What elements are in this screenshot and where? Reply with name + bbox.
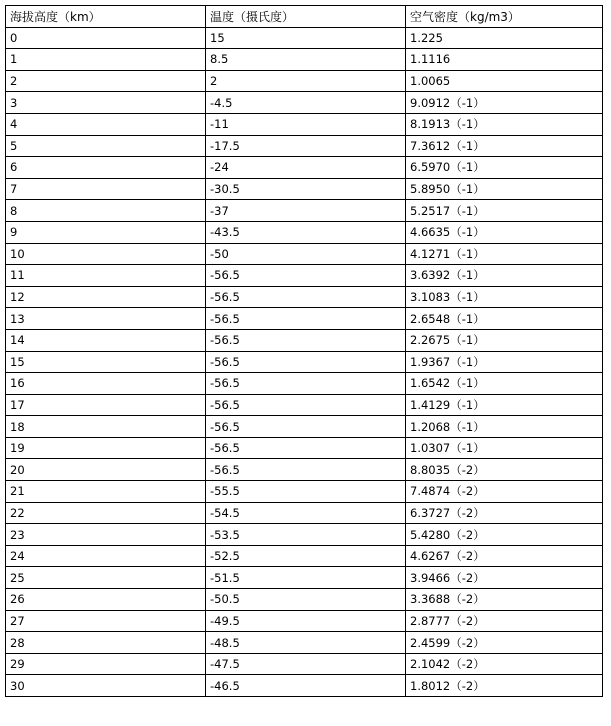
header-row — [6, 6, 603, 28]
table-row — [6, 610, 603, 632]
cell-temperature: -56.5 — [206, 437, 406, 459]
table-row — [6, 502, 603, 524]
header-altitude: 海拔高度（km） — [6, 6, 206, 28]
header-air-density: 空气密度（kg/m3） — [406, 6, 603, 28]
cell-air-density: 9.0912（-1） — [406, 92, 603, 114]
cell-altitude: 15 — [6, 351, 206, 373]
cell-altitude: 24 — [6, 545, 206, 567]
cell-air-density: 7.3612（-1） — [406, 135, 603, 157]
cell-altitude: 25 — [6, 567, 206, 589]
table-row — [6, 481, 603, 503]
cell-altitude: 10 — [6, 243, 206, 265]
cell-air-density: 2.8777（-2） — [406, 610, 603, 632]
table-row — [6, 329, 603, 351]
cell-temperature: -43.5 — [206, 221, 406, 243]
cell-temperature: -56.5 — [206, 459, 406, 481]
cell-air-density: 1.225 — [406, 27, 603, 49]
altitude-table-container — [5, 5, 603, 697]
table-row — [6, 416, 603, 438]
cell-altitude: 4 — [6, 113, 206, 135]
table-row — [6, 545, 603, 567]
table-row — [6, 27, 603, 49]
cell-air-density: 3.6392（-1） — [406, 265, 603, 287]
cell-temperature: 2 — [206, 70, 406, 92]
table-row — [6, 394, 603, 416]
table-header — [6, 6, 603, 28]
cell-altitude: 30 — [6, 675, 206, 697]
cell-temperature: -4.5 — [206, 92, 406, 114]
table-row — [6, 589, 603, 611]
cell-air-density: 3.9466（-2） — [406, 567, 603, 589]
cell-altitude: 17 — [6, 394, 206, 416]
cell-air-density: 6.3727（-2） — [406, 502, 603, 524]
cell-air-density: 1.1116 — [406, 49, 603, 71]
cell-air-density: 2.4599（-2） — [406, 632, 603, 654]
cell-temperature: -56.5 — [206, 373, 406, 395]
cell-air-density: 5.2517（-1） — [406, 200, 603, 222]
table-row — [6, 113, 603, 135]
cell-air-density: 8.8035（-2） — [406, 459, 603, 481]
cell-air-density: 1.2068（-1） — [406, 416, 603, 438]
cell-air-density: 2.6548（-1） — [406, 308, 603, 330]
cell-altitude: 5 — [6, 135, 206, 157]
cell-air-density: 2.1042（-2） — [406, 653, 603, 675]
cell-altitude: 0 — [6, 27, 206, 49]
cell-temperature: -50.5 — [206, 589, 406, 611]
table-row — [6, 373, 603, 395]
cell-air-density: 1.0307（-1） — [406, 437, 603, 459]
cell-altitude: 1 — [6, 49, 206, 71]
cell-temperature: -50 — [206, 243, 406, 265]
table-row — [6, 243, 603, 265]
cell-air-density: 4.6635（-1） — [406, 221, 603, 243]
cell-air-density: 2.2675（-1） — [406, 329, 603, 351]
table-row — [6, 632, 603, 654]
table-row — [6, 70, 603, 92]
cell-altitude: 14 — [6, 329, 206, 351]
table-row — [6, 437, 603, 459]
cell-altitude: 7 — [6, 178, 206, 200]
cell-air-density: 1.0065 — [406, 70, 603, 92]
cell-temperature: 8.5 — [206, 49, 406, 71]
cell-temperature: -17.5 — [206, 135, 406, 157]
cell-altitude: 19 — [6, 437, 206, 459]
table-row — [6, 567, 603, 589]
cell-temperature: -47.5 — [206, 653, 406, 675]
cell-temperature: -56.5 — [206, 394, 406, 416]
cell-temperature: -54.5 — [206, 502, 406, 524]
cell-altitude: 12 — [6, 286, 206, 308]
cell-temperature: -51.5 — [206, 567, 406, 589]
cell-temperature: -56.5 — [206, 308, 406, 330]
table-row — [6, 286, 603, 308]
cell-air-density: 3.1083（-1） — [406, 286, 603, 308]
cell-temperature: -49.5 — [206, 610, 406, 632]
table-row — [6, 675, 603, 697]
cell-temperature: -55.5 — [206, 481, 406, 503]
table-body — [6, 27, 603, 696]
cell-altitude: 20 — [6, 459, 206, 481]
cell-altitude: 16 — [6, 373, 206, 395]
cell-altitude: 9 — [6, 221, 206, 243]
table-row — [6, 135, 603, 157]
cell-altitude: 23 — [6, 524, 206, 546]
table-row — [6, 49, 603, 71]
table-row — [6, 157, 603, 179]
cell-temperature: -56.5 — [206, 286, 406, 308]
cell-temperature: -24 — [206, 157, 406, 179]
cell-altitude: 29 — [6, 653, 206, 675]
cell-temperature: -53.5 — [206, 524, 406, 546]
table-row — [6, 200, 603, 222]
table-row — [6, 351, 603, 373]
cell-altitude: 11 — [6, 265, 206, 287]
cell-temperature: -52.5 — [206, 545, 406, 567]
table-row — [6, 92, 603, 114]
cell-altitude: 18 — [6, 416, 206, 438]
cell-air-density: 3.3688（-2） — [406, 589, 603, 611]
cell-air-density: 5.8950（-1） — [406, 178, 603, 200]
cell-temperature: -37 — [206, 200, 406, 222]
table-row — [6, 524, 603, 546]
cell-altitude: 13 — [6, 308, 206, 330]
cell-temperature: -11 — [206, 113, 406, 135]
cell-altitude: 26 — [6, 589, 206, 611]
table-row — [6, 178, 603, 200]
cell-altitude: 27 — [6, 610, 206, 632]
cell-altitude: 8 — [6, 200, 206, 222]
cell-air-density: 1.4129（-1） — [406, 394, 603, 416]
altitude-temperature-density-table — [5, 5, 603, 697]
cell-temperature: -56.5 — [206, 351, 406, 373]
cell-air-density: 4.6267（-2） — [406, 545, 603, 567]
cell-altitude: 28 — [6, 632, 206, 654]
cell-air-density: 5.4280（-2） — [406, 524, 603, 546]
cell-altitude: 21 — [6, 481, 206, 503]
cell-air-density: 7.4874（-2） — [406, 481, 603, 503]
cell-temperature: 15 — [206, 27, 406, 49]
cell-altitude: 2 — [6, 70, 206, 92]
cell-air-density: 1.6542（-1） — [406, 373, 603, 395]
table-row — [6, 265, 603, 287]
cell-air-density: 1.8012（-2） — [406, 675, 603, 697]
table-row — [6, 308, 603, 330]
cell-temperature: -56.5 — [206, 416, 406, 438]
table-row — [6, 459, 603, 481]
cell-air-density: 4.1271（-1） — [406, 243, 603, 265]
table-row — [6, 221, 603, 243]
cell-altitude: 6 — [6, 157, 206, 179]
cell-altitude: 22 — [6, 502, 206, 524]
cell-temperature: -56.5 — [206, 329, 406, 351]
cell-air-density: 8.1913（-1） — [406, 113, 603, 135]
table-row — [6, 653, 603, 675]
cell-temperature: -30.5 — [206, 178, 406, 200]
cell-temperature: -48.5 — [206, 632, 406, 654]
cell-altitude: 3 — [6, 92, 206, 114]
cell-air-density: 1.9367（-1） — [406, 351, 603, 373]
header-temperature: 温度（摄氏度） — [206, 6, 406, 28]
cell-temperature: -56.5 — [206, 265, 406, 287]
cell-temperature: -46.5 — [206, 675, 406, 697]
cell-air-density: 6.5970（-1） — [406, 157, 603, 179]
